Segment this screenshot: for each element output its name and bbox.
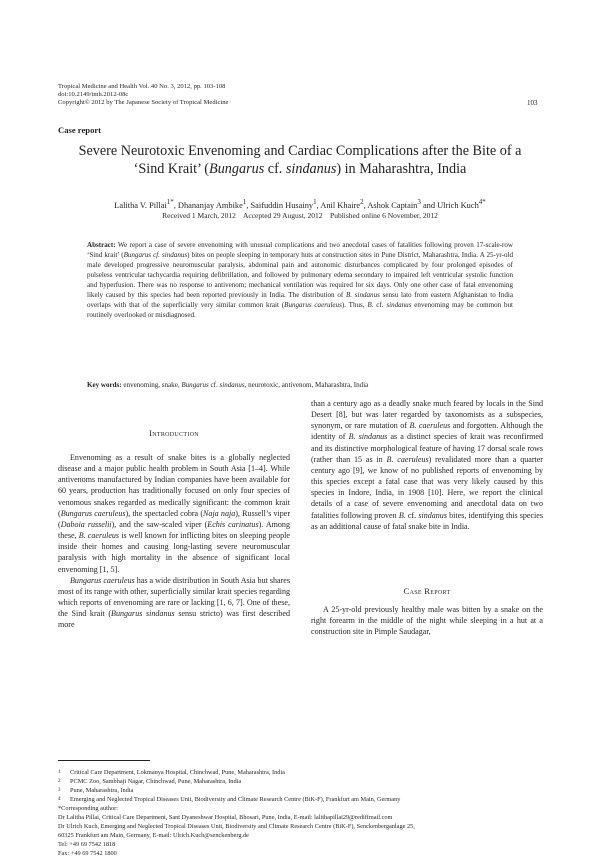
- footnote: 1 Critical Care Department, Lokmanya Hospital, Chinchwad, Pune, Maharashtra, India: [58, 769, 285, 776]
- footnote: Fax: +49 69 7542 1800: [58, 850, 117, 857]
- footnote: 3 Pune, Maharashtra, India: [58, 787, 134, 794]
- intro-paragraph-2: Bungarus caeruleus has a wide distribution in South Asia but shares most of its range with other, superficially similar krait species regarding which reports of envenoming are rare or lacking [1, 6, 7]. One of these, the Sind krait (Bungarus sindanus sensu stricto) was first described more: [58, 575, 291, 630]
- author: Dhananjay Ambike$^1$: [177, 198, 247, 210]
- copyright: Copyright© 2012 by The Japanese Society of Tropical Medicine: [58, 98, 229, 106]
- author-list: Lalitha V. Pillai$^{1*}$, Dhananjay Ambike$^1$, Saifuddin Husainy$^1$, Anil Khaire$^2$, Ashok Captain$^3$ and Ulrich Kuch$^{4*}$: [114, 198, 486, 210]
- journal-citation: Tropical Medicine and Health Vol. 40 No. 3, 2012, pp. 103-108: [58, 83, 226, 90]
- introduction-heading: Introduction: [149, 428, 199, 438]
- article-type: Case report: [58, 125, 102, 135]
- journal-header: [58, 83, 228, 106]
- case-paragraph-1: A 25-yr-old previously healthy male was bitten by a snake on the right forearm in the middle of the night while sleeping in a hut at a construction site in Pimple Saudagar,: [311, 605, 543, 637]
- doi[interactable]: doi:10.2149/tmh.2012-08c: [58, 90, 129, 98]
- intro-paragraph-3: than a century ago as a deadly snake much feared by locals in the Sind Desert [8], but was later regarded by taxonomists as a subspecies, synonym, or rare mutation of B. caeruleus and forgotten. Although the identity of B. sindanus as a distinct species of krait was reconfirmed and its distinctive morphological feature of having 17 dorsal scale rows (rather than 15 as in B. caeruleus) revalidated more than a quarter century ago [9], we know of no published reports of envenoming by this species except a fatal case that was very likely caused by this species in Indore, India, in 1908 [10]. Here, we report the clinical details of a case of severe envenoming and anecdotal data on two fatalities following proven B. cf. sindanus bites, identifying this species as an additional cause of fatal snake bite in India.: [311, 399, 543, 531]
- date-published: Published online 6 November, 2012: [330, 211, 438, 220]
- title-line-1: Severe Neurotoxic Envenoming and Cardiac Complications after the Bite of a: [78, 143, 522, 159]
- title-line-2: ‘Sind Krait’ (Bungarus cf. sindanus) in Maharashtra, India: [133, 161, 467, 177]
- date-accepted: Accepted 29 August, 2012: [242, 211, 323, 220]
- footnote-divider: [58, 760, 150, 761]
- footnote: Tel: +49 69 7542 1818: [58, 841, 116, 848]
- footnote: Dr Lalitha Pillai, Critical Care Department, Sant Dyaneshwar Hospital, Bhosari, Pune, India, E-mail: lalithapillai29@rediffmail.com: [58, 814, 393, 821]
- abstract: Abstract: We report a case of severe envenoming with unusual complications and two anecdotal cases of fatalities following proven 17-scale-row ‘Sind krait’ (Bungarus cf. sindanus) bites on people sleeping in temporary huts at construction sites in Pune District, Maharashtra, India. A 25-yr-old male developed progressive neuromuscular paralysis, abdominal pain and autonomic disturbances complicated by four prolonged episodes of pulseless ventricular tachycardia requiring defibrillation, and followed by pulmonary edema secondary to impaired left ventricular systolic function and hyperfusion. There was no response to antivenom; mechanical ventilation was required for six days. Only one other case of fatal envenoming likely caused by this species had been reported previously in India. The distribution of B. sindanus sensu lato from eastern Afghanistan to India overlaps with that of the superficially very similar common krait (Bungarus caeruleus). Thus, B. cf. sindanus envenoming may be common but routinely overlooked or misdiagnosed.: [87, 241, 513, 319]
- article-dates: [48, 211, 552, 220]
- author: Ulrich Kuch$^{4*}$: [437, 198, 486, 210]
- author: Saifuddin Husainy$^1$: [250, 198, 317, 210]
- footnote: 60325 Frankfurt am Main, Germany, E-mail: Ulrich.Kuch@senckenberg.de: [58, 832, 249, 839]
- right-column: [311, 398, 543, 532]
- footnote: 2 PCMC Zoo, Sambhaji Nagar, Chinchwad, Pune, Maharashtra, India: [58, 778, 242, 785]
- author: Ashok Captain$^3$: [367, 198, 421, 210]
- left-column: [58, 452, 290, 631]
- footnotes: [58, 768, 548, 858]
- article-title: [48, 142, 552, 178]
- footnote: Dr Ulrich Kuch, Emerging and Neglected Tropical Diseases Unit, Biodiversity and Climate Research Centre (BiK-F), Senckenberganlage 25,: [58, 823, 415, 830]
- date-received: Received 1 March, 2012: [162, 211, 236, 220]
- case-report-heading: Case Report: [403, 586, 451, 596]
- case-report-column: [311, 604, 543, 637]
- intro-paragraph-1: Envenoming as a result of snake bites is a globally neglected disease and a major public health problem in South Asia [1–4]. While antivenoms manufactured by Indian companies have been available for 60 years, production has traditionally focused on only four species of venomous snakes regarded as medically significant: the common krait (Bungarus caeruleus), the spectacled cobra (Naja naja), Russell’s viper (Daboia russelii), and the saw-scaled viper (Echis carinatus). Among these, B. caeruleus is well known for inflicting bites on sleeping people inside their homes and causing long-lasting severe neuromuscular paralysis with high mortality in the absence of significant local envenoming [1, 5].: [58, 453, 291, 574]
- footnote: *Corresponding author:: [58, 805, 118, 812]
- author: Lalitha V. Pillai$^{1*}$: [114, 198, 174, 210]
- footnote: 4 Emerging and Neglected Tropical Diseases Unit, Biodiversity and Climate Research Centre (BiK-F), Frankfurt am Main, Germany: [58, 796, 401, 803]
- author: Anil Khaire$^2$: [320, 198, 364, 210]
- page-number: 103: [527, 99, 538, 107]
- keywords: Key words: envenoming, snake, Bungarus cf. sindanus, neurotoxic, antivenom, Maharashtra, India: [87, 381, 369, 389]
